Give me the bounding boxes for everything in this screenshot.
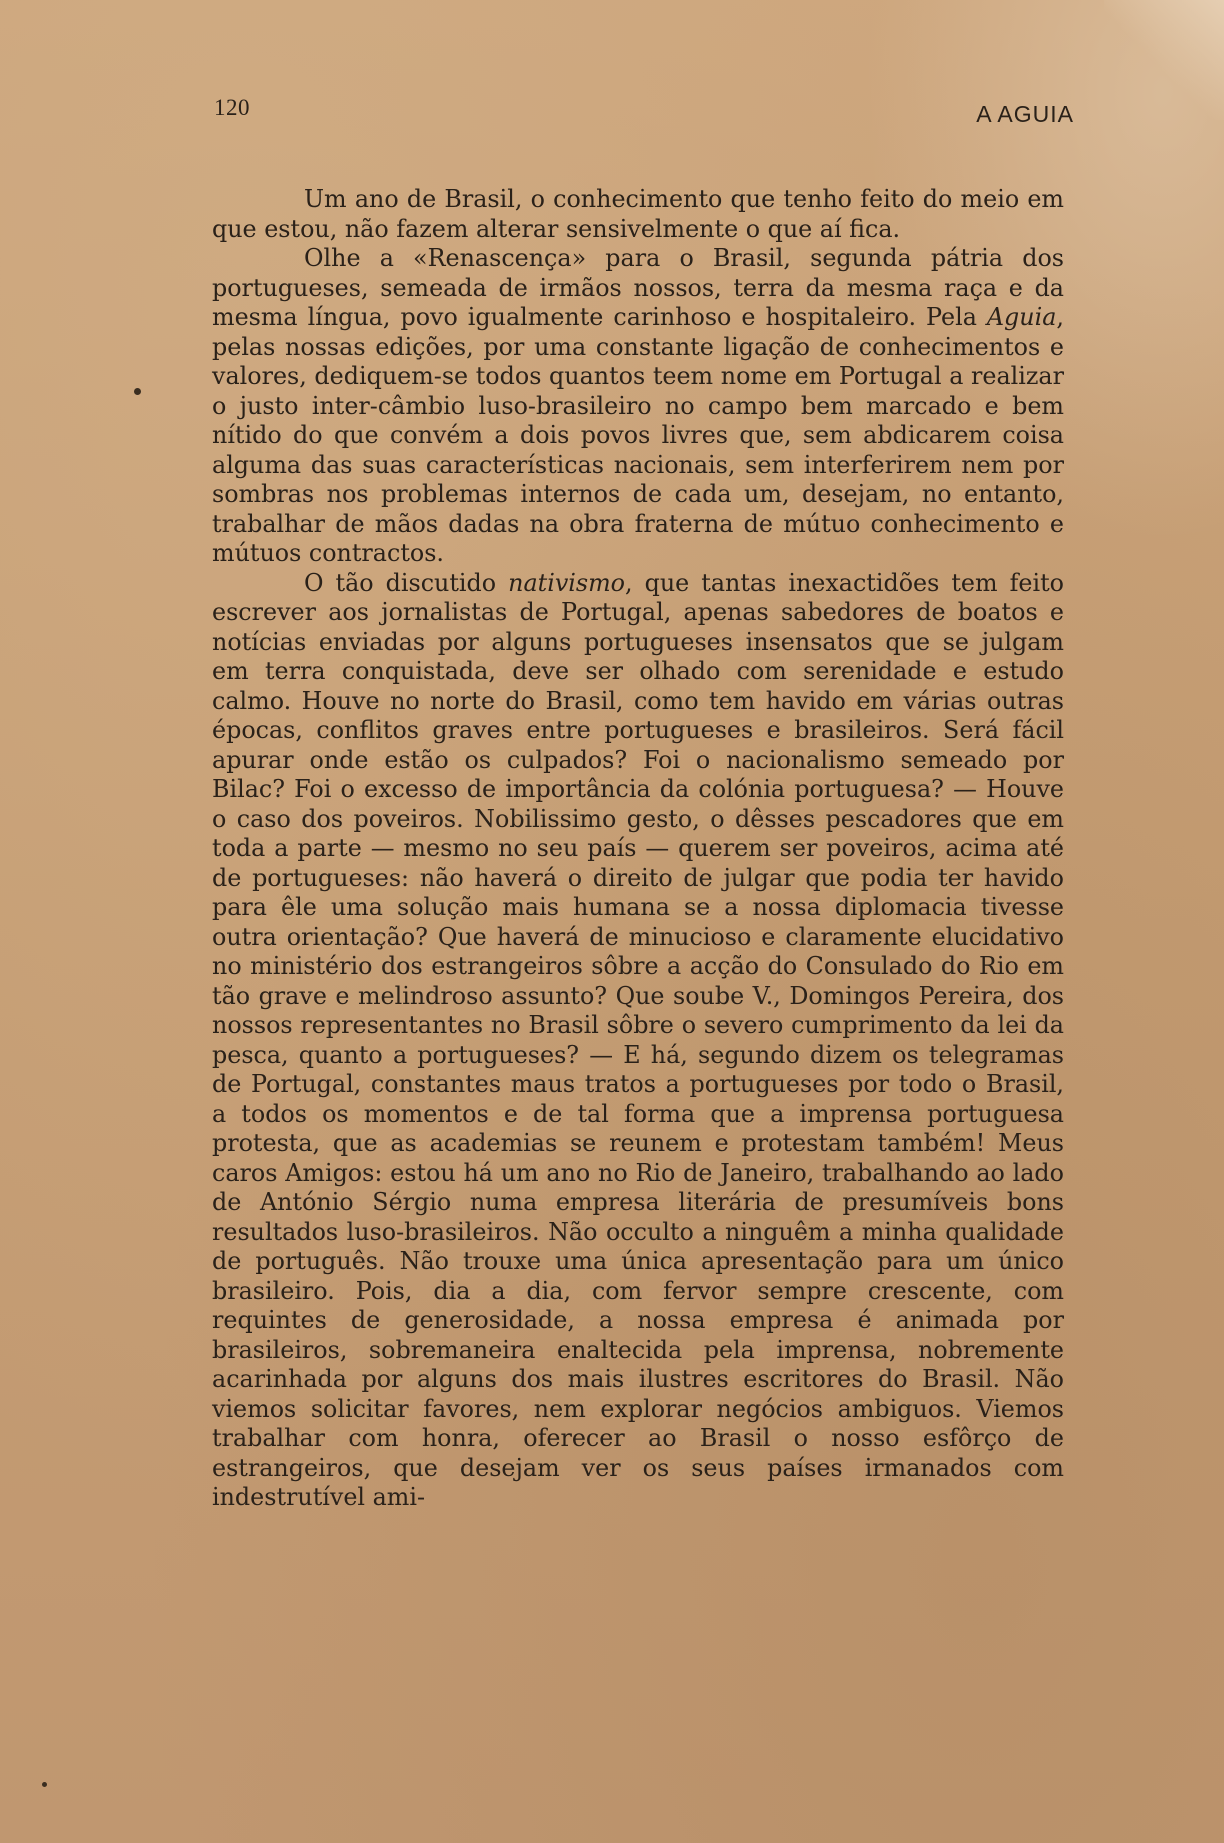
paper-speck [134, 388, 141, 395]
text-run: O tão discutido [304, 568, 509, 597]
italic-term: nativismo [508, 568, 625, 597]
body-text [212, 185, 1064, 1513]
page-corner-wear [1104, 0, 1224, 120]
italic-title: Aguia [986, 303, 1057, 331]
text-run: Olhe a «Renascença» para o Brasil, segunda pátria dos portugueses, semeada de irmãos nossos, terra da mesma raça e da mesma língua, povo igualmente carinhoso e hospitaleiro. Pela [212, 244, 1064, 331]
paragraph [212, 185, 1064, 244]
text-run: , que tantas inexactidões tem feito escrever aos jornalistas de Portugal, apenas sabedores de boatos e notícias enviadas por alguns portugueses insensatos que se julgam em terra conquistada, deve ser olhado com serenidade e estudo calmo. Houve no norte do Brasil, como tem havido em várias outras épocas, conflitos graves entre portugueses e brasileiros. Será fácil apurar onde estão os culpados? Foi o nacionalismo semeado por Bilac? Foi o excesso de importância da colónia portuguesa? — Houve o caso dos poveiros. Nobilissimo gesto, o dêsses pescadores que em toda a parte — mesmo no seu país — querem ser poveiros, acima até de portugueses: não haverá o direito de julgar que podia ter havido para êle uma solução mais humana se a nossa diplomacia tivesse outra orientação? Que haverá de minucioso e claramente elucidativo no ministério dos estrangeiros sôbre a acção do Consulado do Rio em tão grave e melindroso assunto? Que soube V., Domingos Pereira, dos nossos representantes no Brasil sôbre o severo cumprimento da lei da pesca, quanto a portugueses? — E há, segundo dizem os telegramas de Portugal, constantes maus tratos a portugueses por todo o Brasil, a todos os momentos e de tal forma que a imprensa portuguesa protesta, que as academias se reunem e protestam também! Meus caros Amigos: estou há um ano no Rio de Janeiro, trabalhando ao lado de António Sérgio numa empresa literária de presumíveis bons resultados luso-brasileiros. Não occulto a ninguêm a minha qualidade de português. Não trouxe uma única apresentação para um único brasileiro. Pois, dia a dia, com fervor sempre crescente, com requintes de generosidade, a nossa empresa é animada por brasileiros, sobremaneira enaltecida pela imprensa, nobremente acarinhada por alguns dos mais ilustres escritores do Brasil. Não viemos solicitar favores, nem explorar negócios ambiguos. Viemos trabalhar com honra, oferecer ao Brasil o nosso esfôrço de estrangeiros, que desejam ver os seus países irmanados com indestrutível ami- [212, 568, 1064, 1511]
page-header [214, 95, 1074, 131]
text-run: , pelas nossas edições, por uma constante ligação de conhecimentos e valores, dediquem-se todos quantos teem nome em Portugal a realizar o justo inter-câmbio luso-brasileiro no campo bem marcado e bem nítido do que convém a dois povos livres que, sem abdicarem coisa alguma das suas características nacionais, sem interferirem nem por sombras nos problemas internos de cada um, desejam, no entanto, trabalhar de mãos dadas na obra fraterna de mútuo conhecimento e mútuos contractos. [212, 303, 1064, 567]
text-run: Um ano de Brasil, o conhecimento que tenho feito do meio em que estou, não fazem alterar sensivelmente o que aí fica. [212, 185, 1064, 243]
paragraph [212, 569, 1064, 1513]
running-title: A AGUIA [976, 101, 1074, 127]
paragraph [212, 244, 1064, 569]
page-number: 120 [214, 95, 250, 120]
paper-speck [42, 1782, 47, 1787]
